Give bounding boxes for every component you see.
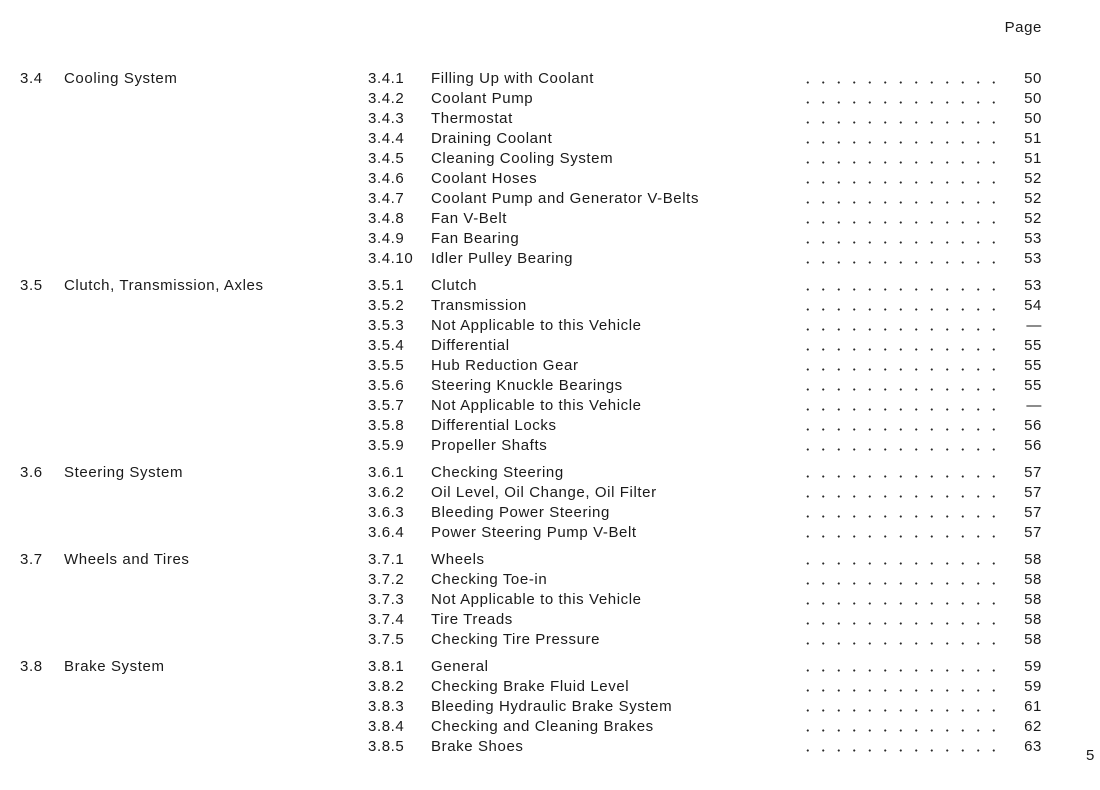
toc-entry [368, 483, 1042, 503]
entry-page-number: 58 [1024, 571, 1042, 588]
dot-leader [800, 582, 1008, 585]
entry-title: Tire Treads [431, 611, 513, 628]
section-number: 3.8 [20, 658, 43, 675]
entry-number: 3.6.1 [368, 464, 405, 481]
toc-entry [368, 89, 1042, 109]
dot-leader [800, 201, 1008, 204]
dot-leader [800, 261, 1008, 264]
entry-number: 3.4.1 [368, 70, 405, 87]
entry-page-number: 53 [1024, 250, 1042, 267]
toc-entry [368, 657, 1042, 677]
entry-number: 3.4.4 [368, 130, 405, 147]
toc-entry [368, 149, 1042, 169]
entry-number: 3.7.5 [368, 631, 405, 648]
entry-title: Coolant Pump [431, 90, 534, 107]
dot-leader [800, 729, 1008, 732]
entry-number: 3.8.2 [368, 678, 405, 695]
toc-entry [368, 296, 1042, 316]
entry-page-number: 58 [1024, 551, 1042, 568]
section-number: 3.4 [20, 70, 43, 87]
entry-number: 3.4.5 [368, 150, 405, 167]
entry-number: 3.4.10 [368, 250, 414, 267]
entry-title: Differential [431, 337, 510, 354]
dot-leader [800, 602, 1008, 605]
entry-number: 3.5.2 [368, 297, 405, 314]
toc-entry [368, 503, 1042, 523]
page-column-header: Page [1004, 19, 1042, 36]
entry-title: Not Applicable to this Vehicle [431, 591, 642, 608]
entry-page-number: 50 [1024, 110, 1042, 127]
toc-entry [368, 336, 1042, 356]
entry-page-number: 57 [1024, 484, 1042, 501]
toc-entry [368, 229, 1042, 249]
entry-title: Checking and Cleaning Brakes [431, 718, 654, 735]
toc-entry [368, 550, 1042, 570]
entry-number: 3.5.8 [368, 417, 405, 434]
entry-page-number: 51 [1024, 130, 1042, 147]
dot-leader [800, 221, 1008, 224]
dot-leader [800, 121, 1008, 124]
entry-title: Coolant Pump and Generator V-Belts [431, 190, 700, 207]
entry-page-number: 53 [1024, 277, 1042, 294]
toc-entry [368, 737, 1042, 757]
entry-title: Not Applicable to this Vehicle [431, 397, 642, 414]
entry-title: Differential Locks [431, 417, 557, 434]
toc-entry [368, 523, 1042, 543]
entry-page-number: 59 [1024, 658, 1042, 675]
entry-number: 3.7.1 [368, 551, 405, 568]
subsection-list [368, 463, 1100, 543]
dot-leader [800, 669, 1008, 672]
entry-page-number: 54 [1024, 297, 1042, 314]
entry-title: Checking Steering [431, 464, 564, 481]
dot-leader [800, 101, 1008, 104]
entry-page-number: 51 [1024, 150, 1042, 167]
entry-title: Bleeding Hydraulic Brake System [431, 698, 673, 715]
entry-title: Oil Level, Oil Change, Oil Filter [431, 484, 657, 501]
toc-entry [368, 610, 1042, 630]
entry-number: 3.7.2 [368, 571, 405, 588]
toc-entry [368, 590, 1042, 610]
entry-page-number: 57 [1024, 524, 1042, 541]
entry-number: 3.8.1 [368, 658, 405, 675]
dot-leader [800, 81, 1008, 84]
entry-number: 3.4.6 [368, 170, 405, 187]
entry-title: Brake Shoes [431, 738, 524, 755]
table-of-contents [0, 69, 1100, 764]
entry-number: 3.6.2 [368, 484, 405, 501]
page-number: 5 [1086, 747, 1095, 764]
dot-leader [800, 709, 1008, 712]
section-title: Steering System [64, 464, 184, 481]
entry-page-number: 58 [1024, 611, 1042, 628]
toc-entry [368, 169, 1042, 189]
dot-leader [800, 408, 1008, 411]
dot-leader [800, 475, 1008, 478]
entry-page-number: 52 [1024, 190, 1042, 207]
dot-leader [800, 495, 1008, 498]
section-title: Brake System [64, 658, 165, 675]
entry-title: Wheels [431, 551, 485, 568]
entry-number: 3.8.4 [368, 718, 405, 735]
toc-entry [368, 376, 1042, 396]
entry-title: Filling Up with Coolant [431, 70, 595, 87]
subsection-list [368, 657, 1100, 757]
entry-number: 3.6.3 [368, 504, 405, 521]
entry-page-number: 57 [1024, 504, 1042, 521]
entry-title: Cleaning Cooling System [431, 150, 614, 167]
entry-page-number: 50 [1024, 70, 1042, 87]
toc-entry [368, 356, 1042, 376]
toc-entry [368, 69, 1042, 89]
dot-leader [800, 689, 1008, 692]
entry-page-number: 53 [1024, 230, 1042, 247]
toc-entry [368, 463, 1042, 483]
toc-section [0, 276, 1100, 456]
entry-page-number: 52 [1024, 210, 1042, 227]
entry-page-number: — [1026, 317, 1042, 334]
entry-number: 3.8.5 [368, 738, 405, 755]
toc-section [0, 657, 1100, 757]
toc-entry [368, 436, 1042, 456]
dot-leader [800, 562, 1008, 565]
entry-number: 3.5.9 [368, 437, 405, 454]
dot-leader [800, 288, 1008, 291]
entry-title: Checking Tire Pressure [431, 631, 601, 648]
subsection-list [368, 276, 1100, 456]
entry-page-number: 59 [1024, 678, 1042, 695]
toc-entry [368, 249, 1042, 269]
entry-title: Not Applicable to this Vehicle [431, 317, 642, 334]
toc-entry [368, 189, 1042, 209]
entry-page-number: 58 [1024, 591, 1042, 608]
entry-number: 3.5.3 [368, 317, 405, 334]
dot-leader [800, 368, 1008, 371]
entry-title: Hub Reduction Gear [431, 357, 579, 374]
toc-entry [368, 316, 1042, 336]
section-title: Wheels and Tires [64, 551, 190, 568]
entry-title: Bleeding Power Steering [431, 504, 610, 521]
entry-title: Checking Toe-in [431, 571, 548, 588]
dot-leader [800, 448, 1008, 451]
toc-entry [368, 416, 1042, 436]
entry-page-number: — [1026, 397, 1042, 414]
toc-entry [368, 396, 1042, 416]
entry-page-number: 57 [1024, 464, 1042, 481]
dot-leader [800, 749, 1008, 752]
subsection-list [368, 69, 1100, 269]
dot-leader [800, 241, 1008, 244]
entry-number: 3.5.4 [368, 337, 405, 354]
section-number: 3.7 [20, 551, 43, 568]
entry-page-number: 61 [1024, 698, 1042, 715]
entry-title: Thermostat [431, 110, 513, 127]
entry-number: 3.5.1 [368, 277, 405, 294]
entry-title: Transmission [431, 297, 527, 314]
toc-entry [368, 276, 1042, 296]
section-number: 3.5 [20, 277, 43, 294]
entry-page-number: 62 [1024, 718, 1042, 735]
dot-leader [800, 328, 1008, 331]
entry-number: 3.4.9 [368, 230, 405, 247]
entry-page-number: 56 [1024, 417, 1042, 434]
toc-section [0, 463, 1100, 543]
dot-leader [800, 388, 1008, 391]
toc-entry [368, 717, 1042, 737]
entry-title: Checking Brake Fluid Level [431, 678, 630, 695]
toc-section [0, 550, 1100, 650]
dot-leader [800, 181, 1008, 184]
entry-number: 3.8.3 [368, 698, 405, 715]
toc-entry [368, 129, 1042, 149]
toc-entry [368, 209, 1042, 229]
dot-leader [800, 622, 1008, 625]
toc-section [0, 69, 1100, 269]
entry-title: Steering Knuckle Bearings [431, 377, 623, 394]
toc-entry [368, 630, 1042, 650]
entry-page-number: 55 [1024, 337, 1042, 354]
entry-number: 3.4.7 [368, 190, 405, 207]
toc-entry [368, 570, 1042, 590]
dot-leader [800, 535, 1008, 538]
entry-number: 3.7.3 [368, 591, 405, 608]
entry-title: Clutch [431, 277, 478, 294]
dot-leader [800, 515, 1008, 518]
entry-page-number: 50 [1024, 90, 1042, 107]
section-title: Clutch, Transmission, Axles [64, 277, 264, 294]
entry-title: Idler Pulley Bearing [431, 250, 574, 267]
section-number: 3.6 [20, 464, 43, 481]
entry-page-number: 55 [1024, 357, 1042, 374]
entry-number: 3.5.6 [368, 377, 405, 394]
entry-number: 3.4.8 [368, 210, 405, 227]
dot-leader [800, 161, 1008, 164]
entry-number: 3.4.3 [368, 110, 405, 127]
entry-number: 3.6.4 [368, 524, 405, 541]
dot-leader [800, 348, 1008, 351]
entry-title: Propeller Shafts [431, 437, 548, 454]
dot-leader [800, 308, 1008, 311]
dot-leader [800, 141, 1008, 144]
entry-page-number: 56 [1024, 437, 1042, 454]
dot-leader [800, 428, 1008, 431]
entry-title: General [431, 658, 489, 675]
section-title: Cooling System [64, 70, 178, 87]
entry-number: 3.5.5 [368, 357, 405, 374]
entry-title: Coolant Hoses [431, 170, 538, 187]
toc-entry [368, 109, 1042, 129]
entry-title: Fan V-Belt [431, 210, 508, 227]
dot-leader [800, 642, 1008, 645]
subsection-list [368, 550, 1100, 650]
entry-number: 3.7.4 [368, 611, 405, 628]
entry-title: Power Steering Pump V-Belt [431, 524, 637, 541]
entry-title: Fan Bearing [431, 230, 520, 247]
entry-title: Draining Coolant [431, 130, 553, 147]
entry-page-number: 63 [1024, 738, 1042, 755]
entry-number: 3.5.7 [368, 397, 405, 414]
entry-page-number: 58 [1024, 631, 1042, 648]
entry-page-number: 55 [1024, 377, 1042, 394]
toc-entry [368, 697, 1042, 717]
toc-entry [368, 677, 1042, 697]
entry-number: 3.4.2 [368, 90, 405, 107]
entry-page-number: 52 [1024, 170, 1042, 187]
